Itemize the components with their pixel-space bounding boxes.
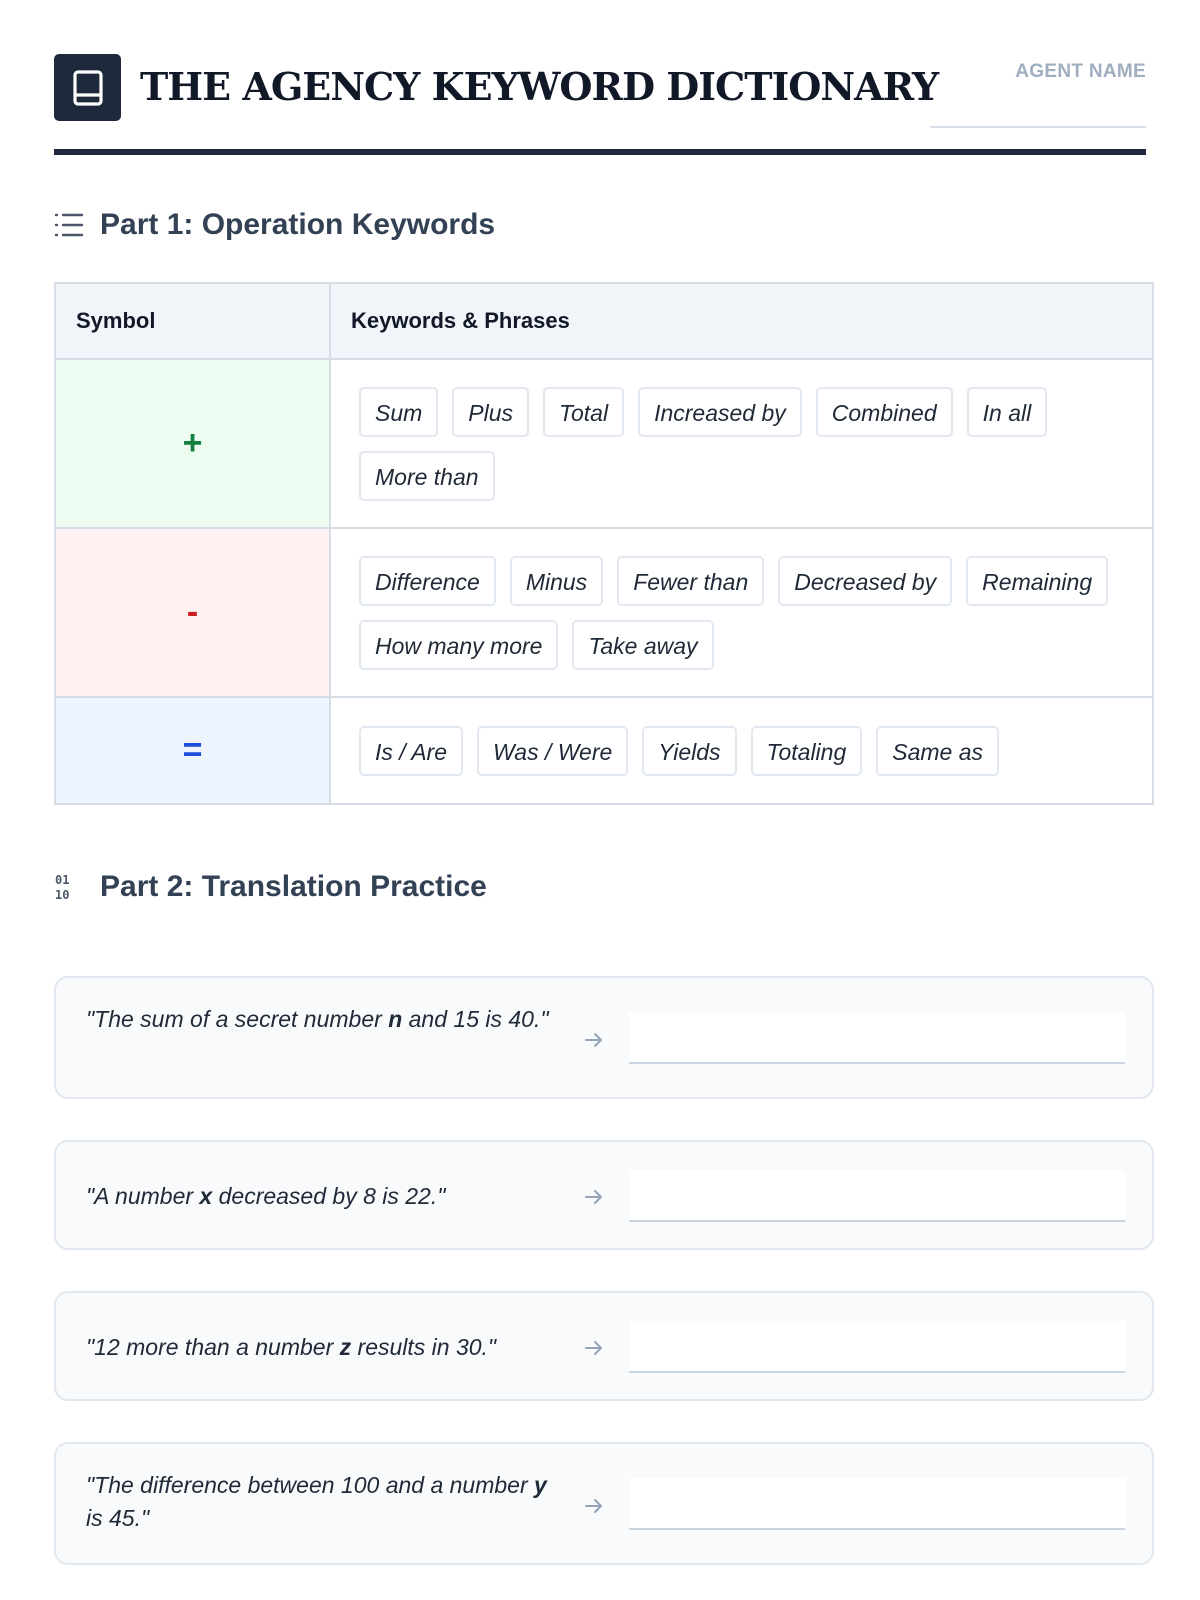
keyword-chip: Was / Were	[477, 726, 628, 776]
operation-symbol: -	[186, 593, 199, 631]
practice-prompt	[86, 1469, 556, 1535]
keyword-chip: Sum	[359, 387, 438, 437]
practice-card	[54, 976, 1154, 1099]
keyword-chip: Yields	[642, 726, 736, 776]
keyword-chip-list	[359, 726, 1130, 776]
variable-name: n	[388, 1006, 403, 1032]
svg-text:01: 01	[55, 873, 70, 887]
keyword-chip: Fewer than	[617, 556, 764, 606]
keyword-chip: Difference	[359, 556, 496, 606]
keyword-chip: Increased by	[638, 387, 802, 437]
prompt-text: "The sum of a secret number	[86, 1006, 389, 1032]
prompt-text: decreased by 8 is 22."	[212, 1183, 446, 1209]
keywords-cell	[330, 359, 1153, 528]
table-row	[55, 359, 1153, 528]
prompt-text: "The difference between 100 and a number	[86, 1472, 535, 1498]
table-header-row	[55, 283, 1153, 359]
agent-name-field	[930, 61, 1146, 128]
agent-name-label: AGENT NAME	[1015, 61, 1146, 82]
keywords-cell	[330, 697, 1153, 804]
keyword-chip-list	[359, 556, 1130, 670]
keyword-chip: Take away	[572, 620, 713, 670]
table-row	[55, 528, 1153, 697]
keyword-chip: Minus	[510, 556, 603, 606]
operation-symbol: +	[182, 424, 203, 462]
keywords-cell	[330, 528, 1153, 697]
keyword-chip: Is / Are	[359, 726, 463, 776]
keyword-chip: Total	[543, 387, 624, 437]
page-header	[54, 0, 1146, 155]
agent-name-line[interactable]	[930, 100, 1146, 128]
answer-input[interactable]	[629, 1321, 1125, 1373]
arrow-right-icon	[582, 1336, 606, 1360]
part2-title: Part 2: Translation Practice	[100, 870, 487, 903]
keyword-chip: Combined	[816, 387, 953, 437]
table-row	[55, 697, 1153, 804]
binary-icon	[54, 871, 86, 903]
keyword-chip: In all	[967, 387, 1048, 437]
part1-heading	[54, 208, 495, 242]
arrow-right-icon	[582, 1185, 606, 1209]
symbol-cell-equals	[55, 697, 330, 804]
column-header-keywords: Keywords & Phrases	[330, 283, 1153, 359]
answer-input[interactable]	[629, 1170, 1125, 1222]
prompt-text: "A number	[86, 1183, 200, 1209]
list-icon	[54, 209, 86, 241]
practice-card	[54, 1291, 1154, 1401]
keyword-chip: Decreased by	[778, 556, 952, 606]
part1-title: Part 1: Operation Keywords	[100, 208, 496, 241]
part2-heading	[54, 870, 487, 904]
keyword-chip: How many more	[359, 620, 558, 670]
arrow-right-icon	[582, 1494, 606, 1518]
keyword-chip: More than	[359, 451, 495, 501]
keyword-chip: Plus	[452, 387, 529, 437]
keyword-chip: Remaining	[966, 556, 1108, 606]
page-title: THE AGENCY KEYWORD DICTIONARY	[140, 64, 939, 109]
prompt-text: is 45."	[86, 1505, 150, 1531]
answer-input[interactable]	[629, 1478, 1125, 1530]
answer-input[interactable]	[629, 1012, 1125, 1064]
symbol-cell-subtraction	[55, 528, 330, 697]
practice-card	[54, 1442, 1154, 1565]
practice-prompt	[86, 1180, 556, 1213]
keyword-chip: Totaling	[751, 726, 863, 776]
svg-text:10: 10	[55, 888, 70, 902]
practice-prompt	[86, 1003, 556, 1036]
keyword-chip: Same as	[876, 726, 999, 776]
operation-symbol: =	[182, 731, 203, 769]
variable-name: x	[199, 1183, 213, 1209]
variable-name: y	[534, 1472, 547, 1498]
prompt-text: "12 more than a number	[86, 1334, 340, 1360]
keyword-table-body	[55, 359, 1153, 804]
practice-prompt	[86, 1331, 556, 1364]
prompt-text: results in 30."	[351, 1334, 497, 1360]
keyword-chip-list	[359, 387, 1130, 501]
prompt-text: and 15 is 40."	[402, 1006, 549, 1032]
symbol-cell-addition	[55, 359, 330, 528]
variable-name: z	[339, 1334, 352, 1360]
column-header-symbol: Symbol	[55, 283, 330, 359]
book-icon	[54, 54, 121, 121]
practice-card	[54, 1140, 1154, 1250]
arrow-right-icon	[582, 1028, 606, 1052]
keyword-table	[54, 282, 1154, 805]
